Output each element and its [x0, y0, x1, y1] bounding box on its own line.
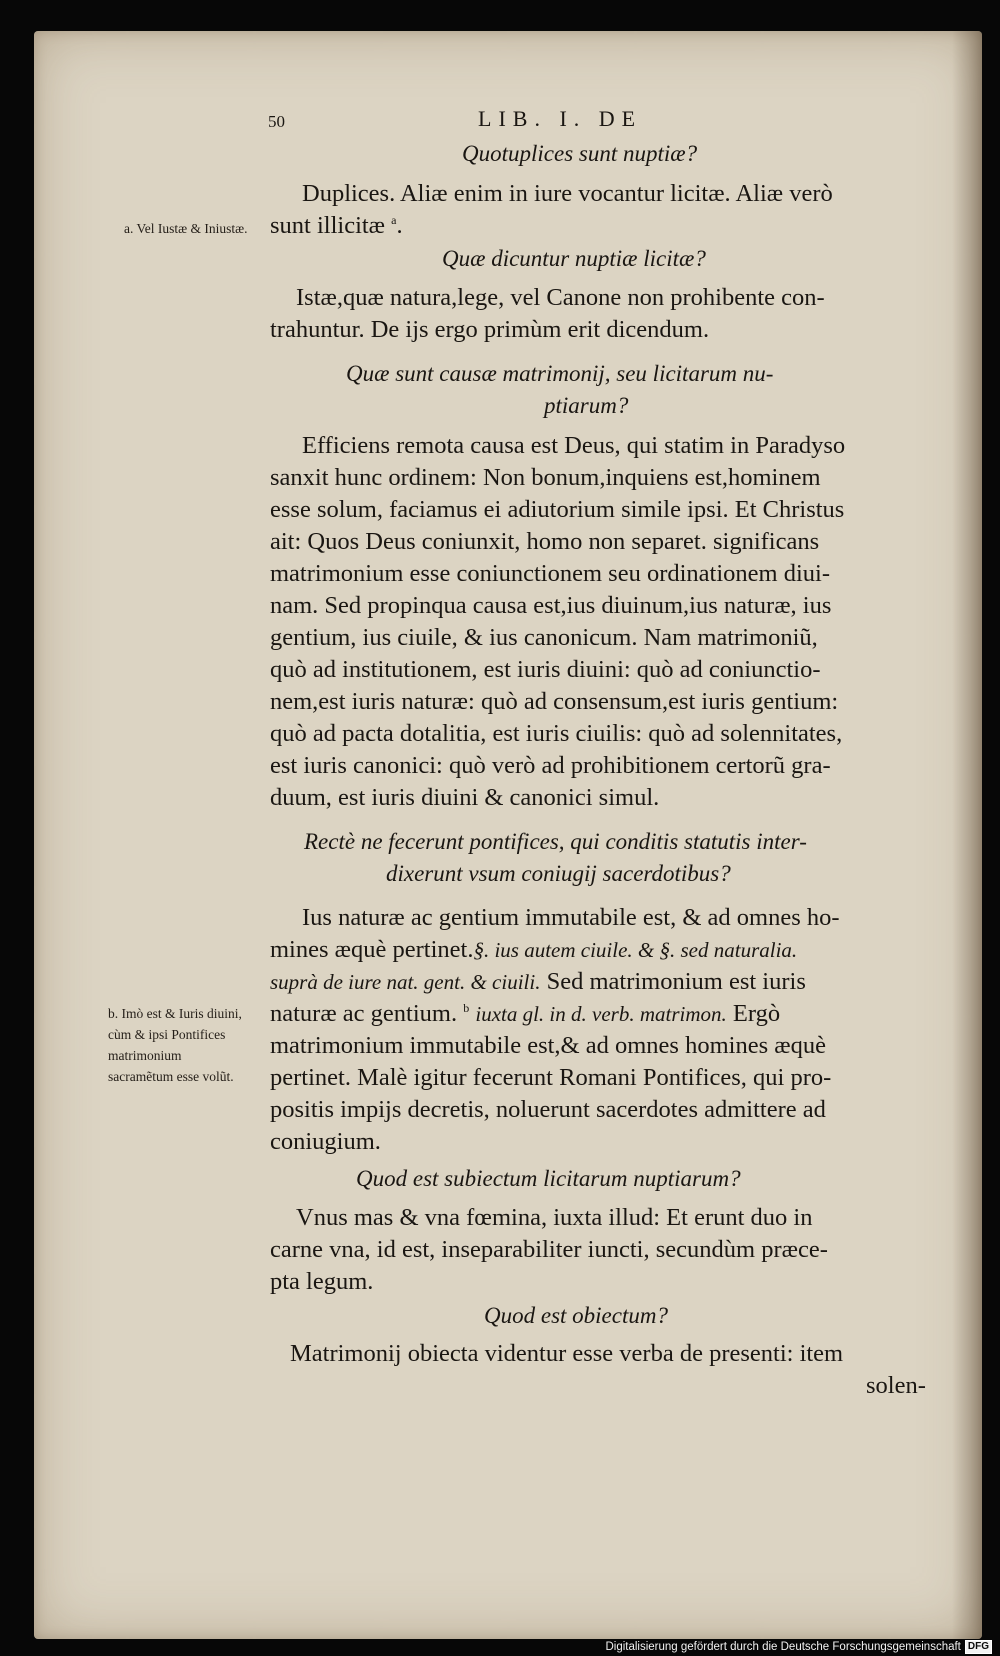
text-line: coniugium. [270, 1128, 381, 1155]
text-line: suprà de iure nat. gent. & ciuili. Sed matrimonium est iuris [270, 968, 806, 995]
text-line: naturæ ac gentium. $^b$ iuxta gl. in d. verb. matrimon. Ergò [270, 1000, 781, 1027]
text-line: Ius naturæ ac gentium immutabile est, & ad omnes ho- [302, 904, 840, 931]
note-mark-a: a [391, 212, 397, 227]
text-line: est iuris canonici: quò verò ad prohibitionem certorũ gra- [270, 752, 831, 779]
text-line: mines æquè pertinet.§. ius autem ciuile. & §. sed naturalia. [270, 936, 798, 963]
question-heading: Quod est subiectum licitarum nuptiarum? [356, 1166, 741, 1191]
text-line: matrimonium immutabile est,& ad omnes homines æquè [270, 1032, 826, 1059]
text-line: nam. Sed propinqua causa est,ius diuinum,ius naturæ, ius [270, 592, 832, 619]
text-line: quò ad institutionem, est iuris diuini: quò ad coniunctio- [270, 656, 821, 683]
question-heading: Quotuplices sunt nuptiæ? [462, 141, 698, 166]
text-line: pta legum. [270, 1268, 374, 1295]
text-line: Matrimonij obiecta videntur esse verba de presenti: item [290, 1340, 844, 1367]
text-line: esse solum, faciamus ei adiutorium simile ipsi. Et Christus [270, 496, 845, 523]
question-heading: dixerunt vsum coniugij sacerdotibus? [386, 861, 731, 886]
text-line: gentium, ius ciuile, & ius canonicum. Nam matrimoniũ, [270, 624, 818, 651]
text-line: Efficiens remota causa est Deus, qui statim in Paradyso [302, 432, 846, 459]
footer-text: Digitalisierung gefördert durch die Deutsche Forschungsgemeinschaft [605, 1641, 961, 1653]
question-heading: Rectè ne fecerunt pontifices, qui conditis statutis inter- [304, 829, 807, 854]
catchword: solen- [866, 1372, 926, 1399]
page-edge-shadow [952, 31, 982, 1639]
text-line: Istæ,quæ natura,lege, vel Canone non prohibente con- [296, 284, 825, 311]
margin-note-b: b. Imò est & Iuris diuini, cùm & ipsi Pontifices matrimonium sacramẽtum esse volũt. [108, 1006, 242, 1084]
dfg-logo: DFG [965, 1640, 992, 1654]
margin-note-a: a. Vel Iustæ & Iniustæ. [124, 221, 248, 236]
question-heading: Quod est obiectum? [484, 1303, 668, 1328]
citation: suprà de iure nat. gent. & ciuili. [270, 970, 541, 994]
text-line: Duplices. Aliæ enim in iure vocantur licitæ. Aliæ verò [302, 180, 833, 207]
question-heading: Quæ dicuntur nuptiæ licitæ? [442, 246, 706, 271]
text-line: pertinet. Malè igitur fecerunt Romani Pontifices, qui pro- [270, 1064, 832, 1091]
text-line: sunt illicitæ $^a$. [270, 212, 403, 239]
text-line: ait: Quos Deus coniunxit, homo non separet. significans [270, 528, 820, 555]
text-line: sanxit hunc ordinem: Non bonum,inquiens est,hominem [270, 464, 821, 491]
running-head-title: LIB. I. DE [478, 106, 643, 131]
text-line: positis impijs decretis, noluerunt sacerdotes admittere ad [270, 1096, 826, 1123]
citation: iuxta gl. in d. verb. matrimon. [475, 1002, 727, 1026]
question-heading: ptiarum? [544, 393, 629, 418]
question-heading: Quæ sunt causæ matrimonij, seu licitarum nu- [346, 361, 774, 386]
digitization-footer [605, 1640, 992, 1654]
text-line: Vnus mas & vna fœmina, iuxta illud: Et erunt duo in [296, 1204, 813, 1231]
text-line: quò ad pacta dotalitia, est iuris ciuilis: quò ad solennitates, [270, 720, 843, 747]
citation: §. ius autem ciuile. & §. sed naturalia. [473, 938, 798, 962]
note-mark-b: b [463, 1000, 470, 1015]
text-line: trahuntur. De ijs ergo primùm erit dicendum. [270, 316, 710, 343]
folio-number: 50 [268, 112, 285, 131]
text-line: duum, est iuris diuini & canonici simul. [270, 784, 660, 811]
text-line: carne vna, id est, inseparabiliter iuncti, secundùm præce- [270, 1236, 828, 1263]
text-line: nem,est iuris naturæ: quò ad consensum,est iuris gentium: [270, 688, 839, 715]
text-line: matrimonium esse coniunctionem seu ordinationem diui- [270, 560, 830, 587]
